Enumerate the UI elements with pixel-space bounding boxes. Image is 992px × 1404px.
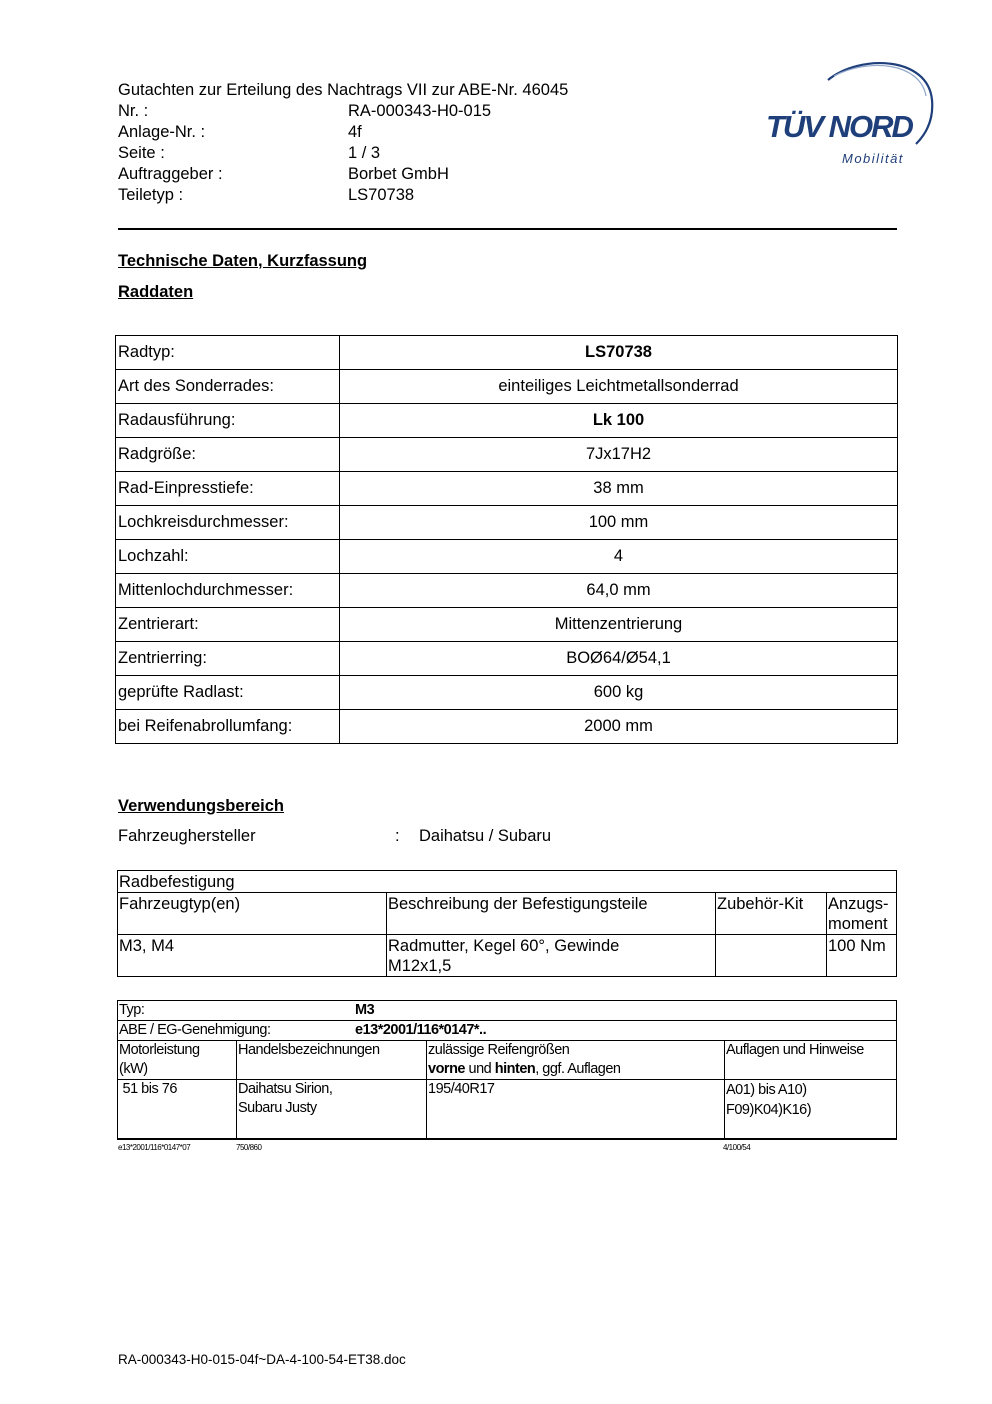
header-divider — [118, 228, 897, 230]
table-row — [116, 676, 898, 710]
header-field-teiletyp — [118, 185, 568, 206]
usage-value: Daihatsu / Subaru — [419, 827, 552, 845]
usage-label: Fahrzeughersteller — [118, 827, 256, 845]
typ-header: Handelsbezeichnungen — [237, 1041, 427, 1080]
tuev-nord-logo — [762, 58, 942, 170]
raddaten-value: LS70738 — [340, 336, 898, 370]
befestigung-cell: 100 Nm — [827, 935, 897, 977]
raddaten-table — [115, 335, 898, 744]
header-label: Anlage-Nr. : — [118, 123, 206, 141]
typ-cell-tires: 195/40R17 — [427, 1080, 725, 1140]
raddaten-value: 600 kg — [340, 676, 898, 710]
table-row — [118, 1080, 897, 1140]
usage-title: Verwendungsbereich — [118, 797, 284, 815]
document-header — [118, 80, 568, 206]
raddaten-value: BOØ64/Ø54,1 — [340, 642, 898, 676]
table-row — [118, 893, 897, 935]
header-label: Teiletyp : — [118, 186, 184, 204]
befestigung-cell: M3, M4 — [118, 935, 387, 977]
raddaten-value: 64,0 mm — [340, 574, 898, 608]
subsection-title: Raddaten — [118, 283, 194, 301]
header-value: 1 / 3 — [348, 144, 381, 162]
typ-cell — [118, 1001, 897, 1021]
table-row — [116, 574, 898, 608]
typ-cell-names: Daihatsu Sirion, Subaru Justy — [237, 1080, 427, 1140]
table-row — [118, 1001, 897, 1021]
befestigung-header: Zubehör-Kit — [716, 893, 827, 935]
raddaten-label: Rad-Einpresstiefe: — [116, 472, 340, 506]
header-value: 4f — [348, 123, 362, 141]
footnote-code: 4/100/54 — [723, 1143, 751, 1152]
bold-text: vorne — [428, 1061, 465, 1077]
table-row — [118, 871, 897, 893]
footnote-code: e13*2001/116*0147*07 — [118, 1143, 191, 1152]
header-value: LS70738 — [348, 186, 415, 204]
bold-text: hinten — [494, 1061, 536, 1077]
logo-subtitle: Mobilität — [842, 151, 904, 166]
typ-header-line: zulässige Reifengrößen — [428, 1042, 570, 1058]
raddaten-value: 2000 mm — [340, 710, 898, 744]
raddaten-value: 4 — [340, 540, 898, 574]
raddaten-label: Lochkreisdurchmesser: — [116, 506, 340, 540]
header-value: Borbet GmbH — [348, 165, 449, 183]
logo-wordmark: TÜV NORD — [766, 109, 912, 144]
header-label: Seite : — [118, 144, 165, 162]
typ-header: Auflagen und Hinweise — [725, 1041, 897, 1080]
plain-text: und — [465, 1061, 495, 1077]
raddaten-value: Lk 100 — [340, 404, 898, 438]
raddaten-value: 38 mm — [340, 472, 898, 506]
typ-cell-power: 51 bis 76 — [118, 1080, 237, 1140]
table-row — [116, 540, 898, 574]
abe-value: e13*2001/116*0147*.. — [355, 1022, 487, 1038]
table-row — [118, 1021, 897, 1041]
table-row — [116, 710, 898, 744]
table-row — [116, 608, 898, 642]
section-title: Technische Daten, Kurzfassung — [118, 252, 368, 270]
table-row — [118, 1041, 897, 1080]
befestigung-cell: Radmutter, Kegel 60°, Gewinde M12x1,5 — [387, 935, 716, 977]
raddaten-label: Art des Sonderrades: — [116, 370, 340, 404]
table-row — [116, 438, 898, 472]
typ-cell-notes: A01) bis A10) F09)K04)K16) — [725, 1080, 897, 1140]
raddaten-label: geprüfte Radlast: — [116, 676, 340, 710]
header-label: Auftraggeber : — [118, 165, 223, 183]
befestigung-header: Fahrzeugtyp(en) — [118, 893, 387, 935]
raddaten-label: Radtyp: — [116, 336, 340, 370]
header-field-seite — [118, 143, 568, 164]
plain-text: , ggf. Auflagen — [535, 1061, 621, 1077]
befestigung-title: Radbefestigung — [118, 871, 897, 893]
table-row — [116, 336, 898, 370]
document-title: Gutachten zur Erteilung des Nachtrags VII zur ABE-Nr. 46045 — [118, 81, 569, 99]
table-row — [116, 472, 898, 506]
befestigung-table — [117, 870, 897, 977]
befestigung-header: Beschreibung der Befestigungsteile — [387, 893, 716, 935]
typ-value: M3 — [355, 1002, 375, 1018]
befestigung-cell — [716, 935, 827, 977]
typ-header-tires — [427, 1041, 725, 1080]
table-row — [116, 404, 898, 438]
header-label: Nr. : — [118, 102, 149, 120]
table-row — [116, 370, 898, 404]
raddaten-label: Radausführung: — [116, 404, 340, 438]
befestigung-header: Anzugs- moment — [827, 893, 897, 935]
raddaten-value: Mittenzentrierung — [340, 608, 898, 642]
raddaten-value: 7Jx17H2 — [340, 438, 898, 472]
usage-colon: : — [395, 827, 400, 845]
raddaten-value: 100 mm — [340, 506, 898, 540]
header-field-nr — [118, 101, 568, 122]
footnote-code: 750/860 — [236, 1143, 262, 1152]
raddaten-label: Lochzahl: — [116, 540, 340, 574]
abe-label: ABE / EG-Genehmigung: — [119, 1022, 271, 1038]
raddaten-label: Zentrierart: — [116, 608, 340, 642]
raddaten-label: Zentrierring: — [116, 642, 340, 676]
raddaten-label: Mittenlochdurchmesser: — [116, 574, 340, 608]
raddaten-label: bei Reifenabrollumfang: — [116, 710, 340, 744]
typ-label: Typ: — [119, 1002, 145, 1018]
typ-table — [117, 1000, 897, 1140]
raddaten-label: Radgröße: — [116, 438, 340, 472]
header-field-auftraggeber — [118, 164, 568, 185]
usage-row — [118, 827, 551, 846]
abe-cell — [118, 1021, 897, 1041]
footer-filename: RA-000343-H0-015-04f~DA-4-100-54-ET38.doc — [118, 1352, 406, 1367]
header-value: RA-000343-H0-015 — [348, 102, 492, 120]
typ-header-line — [428, 1060, 723, 1079]
typ-header: Motorleistung (kW) — [118, 1041, 237, 1080]
table-row — [116, 506, 898, 540]
raddaten-value: einteiliges Leichtmetallsonderrad — [340, 370, 898, 404]
header-field-anlage — [118, 122, 568, 143]
table-row — [116, 642, 898, 676]
table-row — [118, 935, 897, 977]
